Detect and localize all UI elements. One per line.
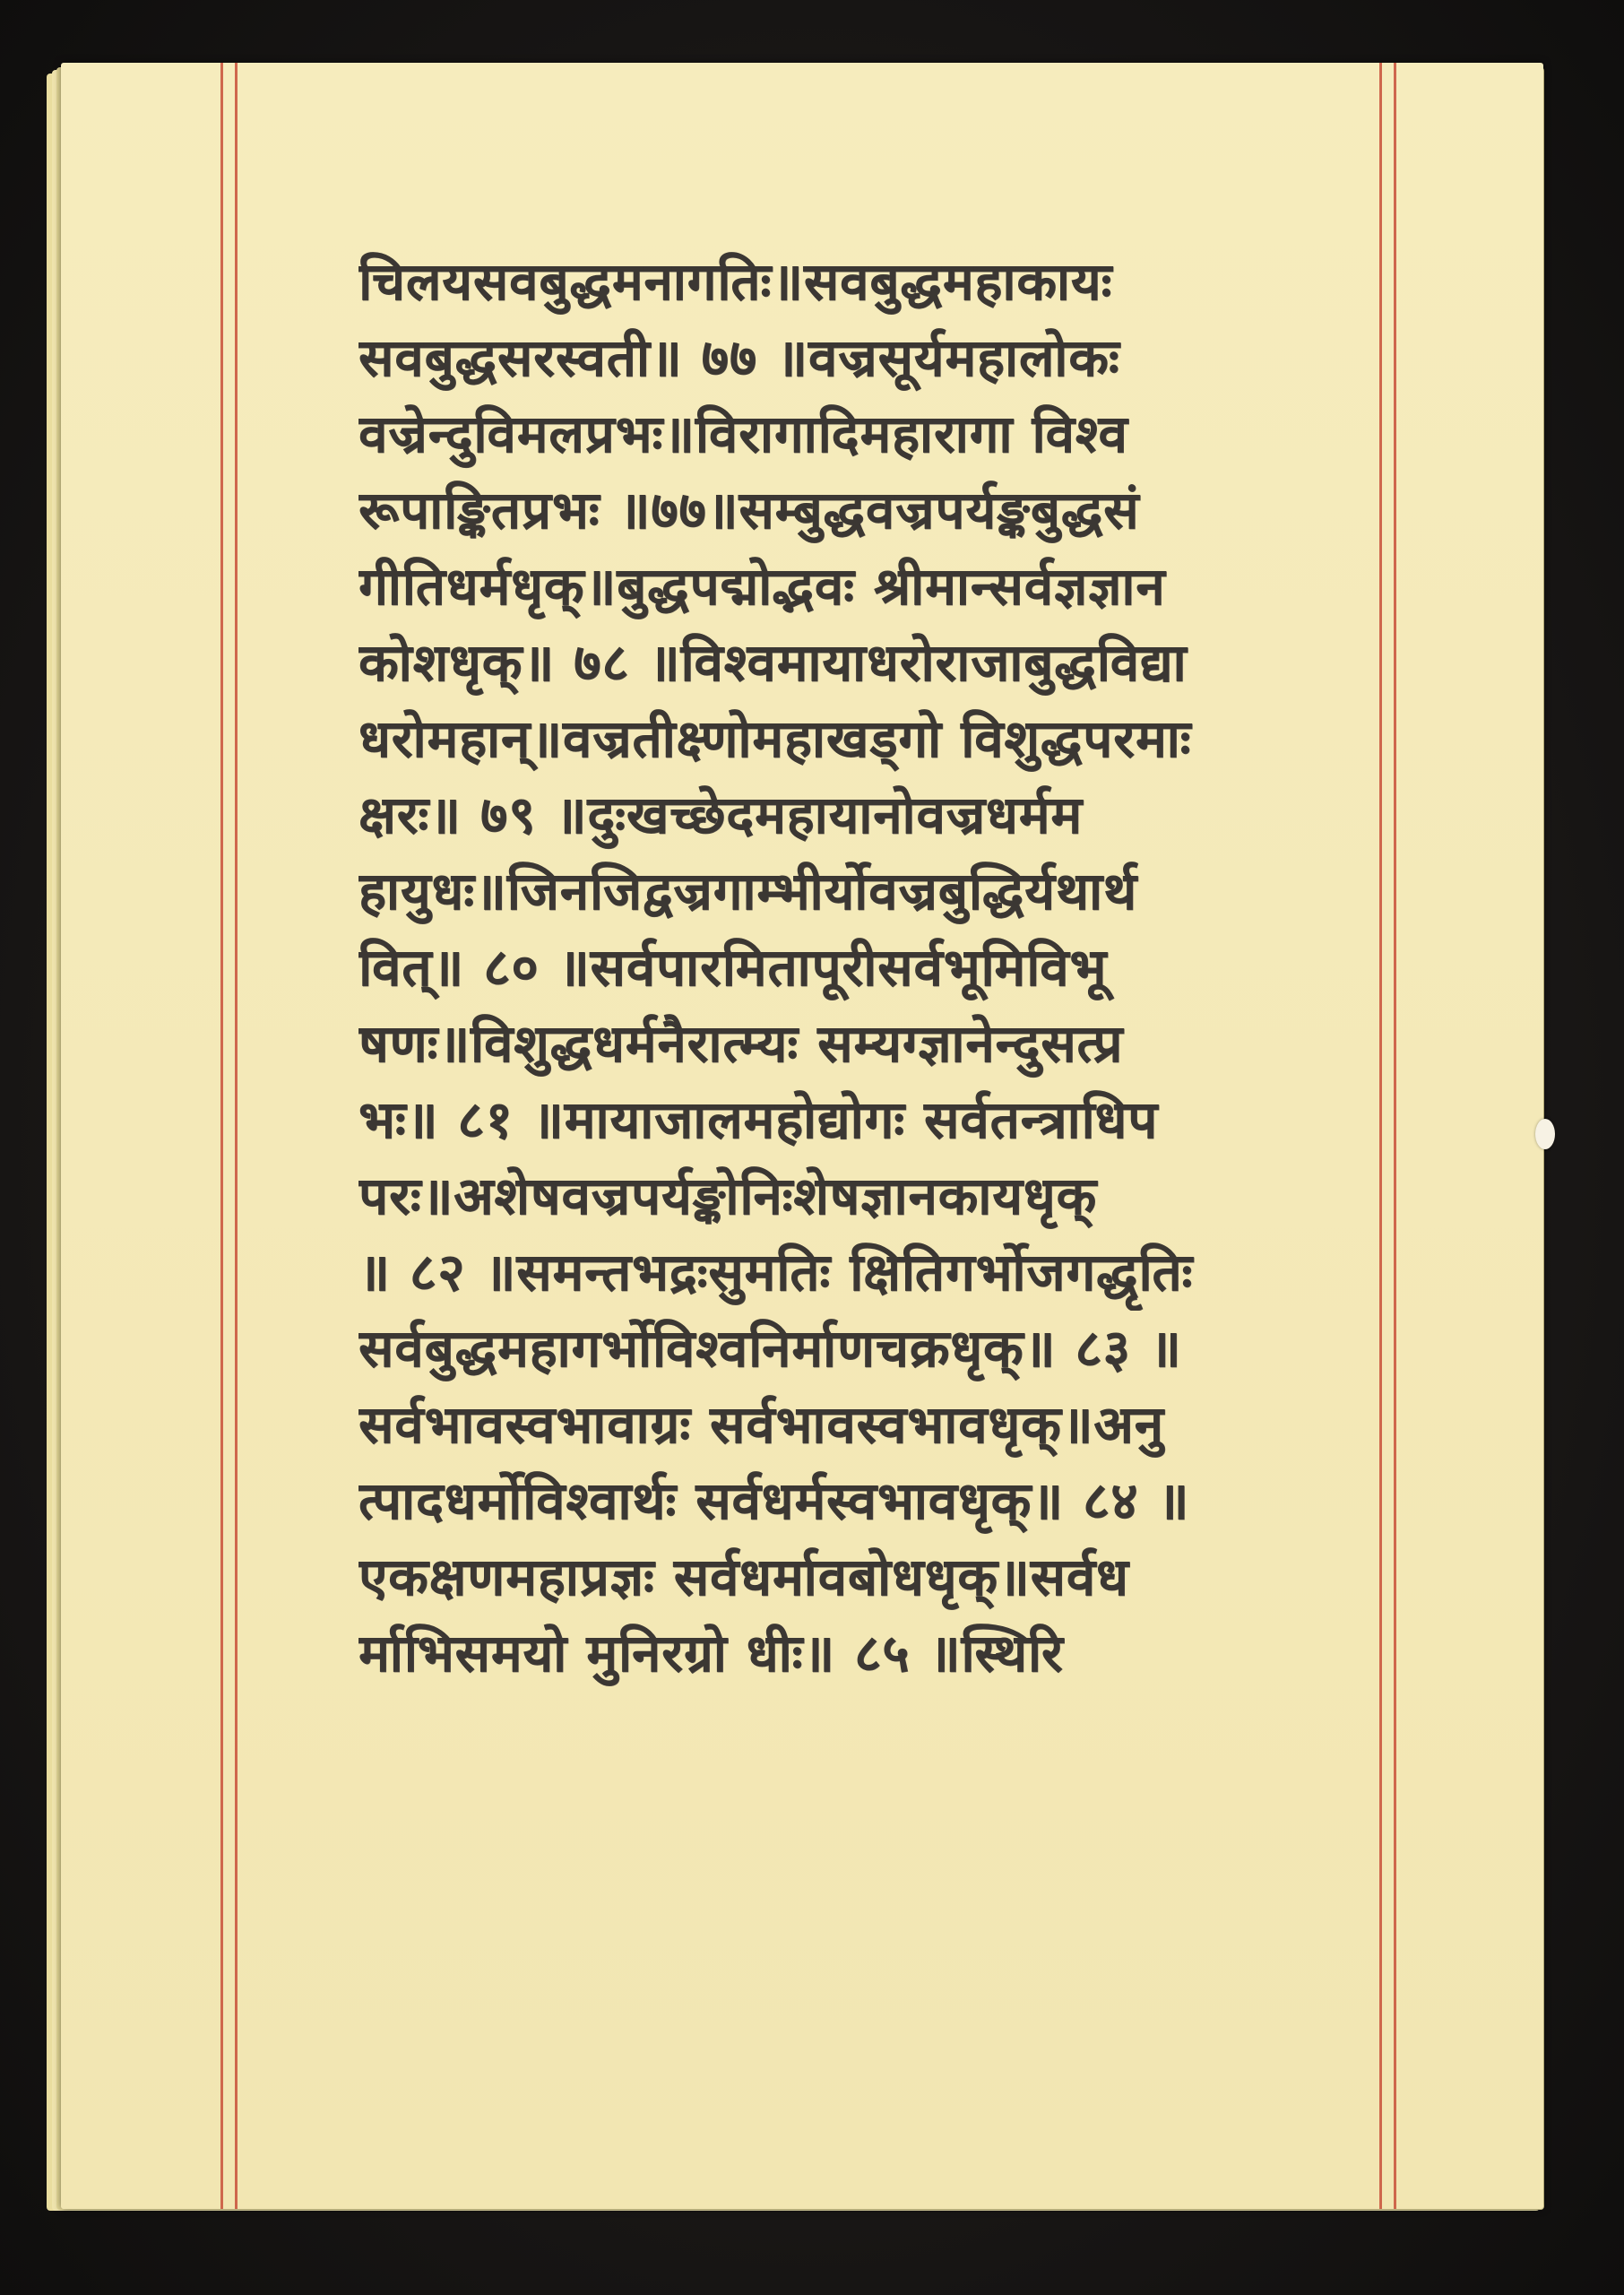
left-margin-rule xyxy=(235,63,238,2209)
text-line: गीतिधर्मधृक्॥बुद्धपद्मोद्भवः श्रीमान्सर्वज्ञज्ञान xyxy=(358,556,1166,617)
right-margin-rule xyxy=(1394,63,1396,2209)
text-block xyxy=(358,244,1291,1965)
text-line: त्पादधर्मोविश्वार्थः सर्वधर्मस्वभावधृक्॥ ८४ ॥ xyxy=(358,1470,1190,1531)
text-line: षणः॥विशुद्धधर्मनैरात्म्यः सम्यग्ज्ञानेन्दुसत्प्र xyxy=(358,1013,1124,1074)
text-line: भः॥ ८१ ॥मायाजालमहोद्योगः सर्वतन्त्राधिप xyxy=(358,1089,1159,1150)
text-line: ॥ ८२ ॥समन्तभद्रःसुमतिः क्षितिगर्भोजगद्धृतिः xyxy=(358,1242,1194,1303)
left-margin-rule xyxy=(220,63,223,2209)
text-line: र्माभिसमयो मुनिरग्रो धीः॥ ८५ ॥स्थिरि xyxy=(358,1623,1064,1684)
text-line: वित्॥ ८० ॥सर्वपारमितापूरीसर्वभूमिविभू xyxy=(358,937,1108,998)
text-line: चिलयसवबुद्धमनागतिः॥सवबुद्धमहाकायः xyxy=(358,251,1113,312)
binding-thread xyxy=(1535,1119,1555,1149)
text-line: परः॥अशेषवज्रपर्यङ्कोनिःशेषज्ञानकायधृक् xyxy=(358,1165,1097,1226)
text-line: वज्रेन्दुविमलप्रभः॥विरागादिमहारागा विश्व xyxy=(358,403,1128,464)
text-line: धरोमहान्॥वज्रतीक्ष्णोमहाखड्गो विशुद्धपरमाः xyxy=(358,708,1192,769)
text-line: रूपाङ्कितप्रभः ॥७७॥सम्बुद्धवज्रपर्यङ्कबुद्धसं xyxy=(358,480,1140,541)
text-line: सर्वभावस्वभावाग्रः सर्वभावस्वभावधृक्॥अनु xyxy=(358,1394,1164,1455)
right-margin-rule xyxy=(1379,63,1382,2209)
text-line: हायुधः॥जिनजिद्वज्रगाम्भीर्योवज्रबुद्धिर्यथार्थ xyxy=(358,861,1137,922)
text-line: कोशधृक्॥ ७८ ॥विश्वमायाधरोराजाबुद्धविद्या xyxy=(358,632,1188,693)
text-line: सर्वबुद्धमहागर्भोविश्वनिर्माणचक्रधृक्॥ ८३ ॥ xyxy=(358,1318,1182,1379)
text-line: एकक्षणमहाप्रज्ञः सर्वधर्मावबोधधृक्॥सर्वध xyxy=(358,1546,1129,1607)
text-line: सवबुद्धसरस्वती॥ ७७ ॥वज्रसूर्यमहालोकः xyxy=(358,327,1120,388)
text-line: क्षरः॥ ७९ ॥दुःखच्छेदमहायानोवज्रधर्मम xyxy=(358,784,1083,845)
